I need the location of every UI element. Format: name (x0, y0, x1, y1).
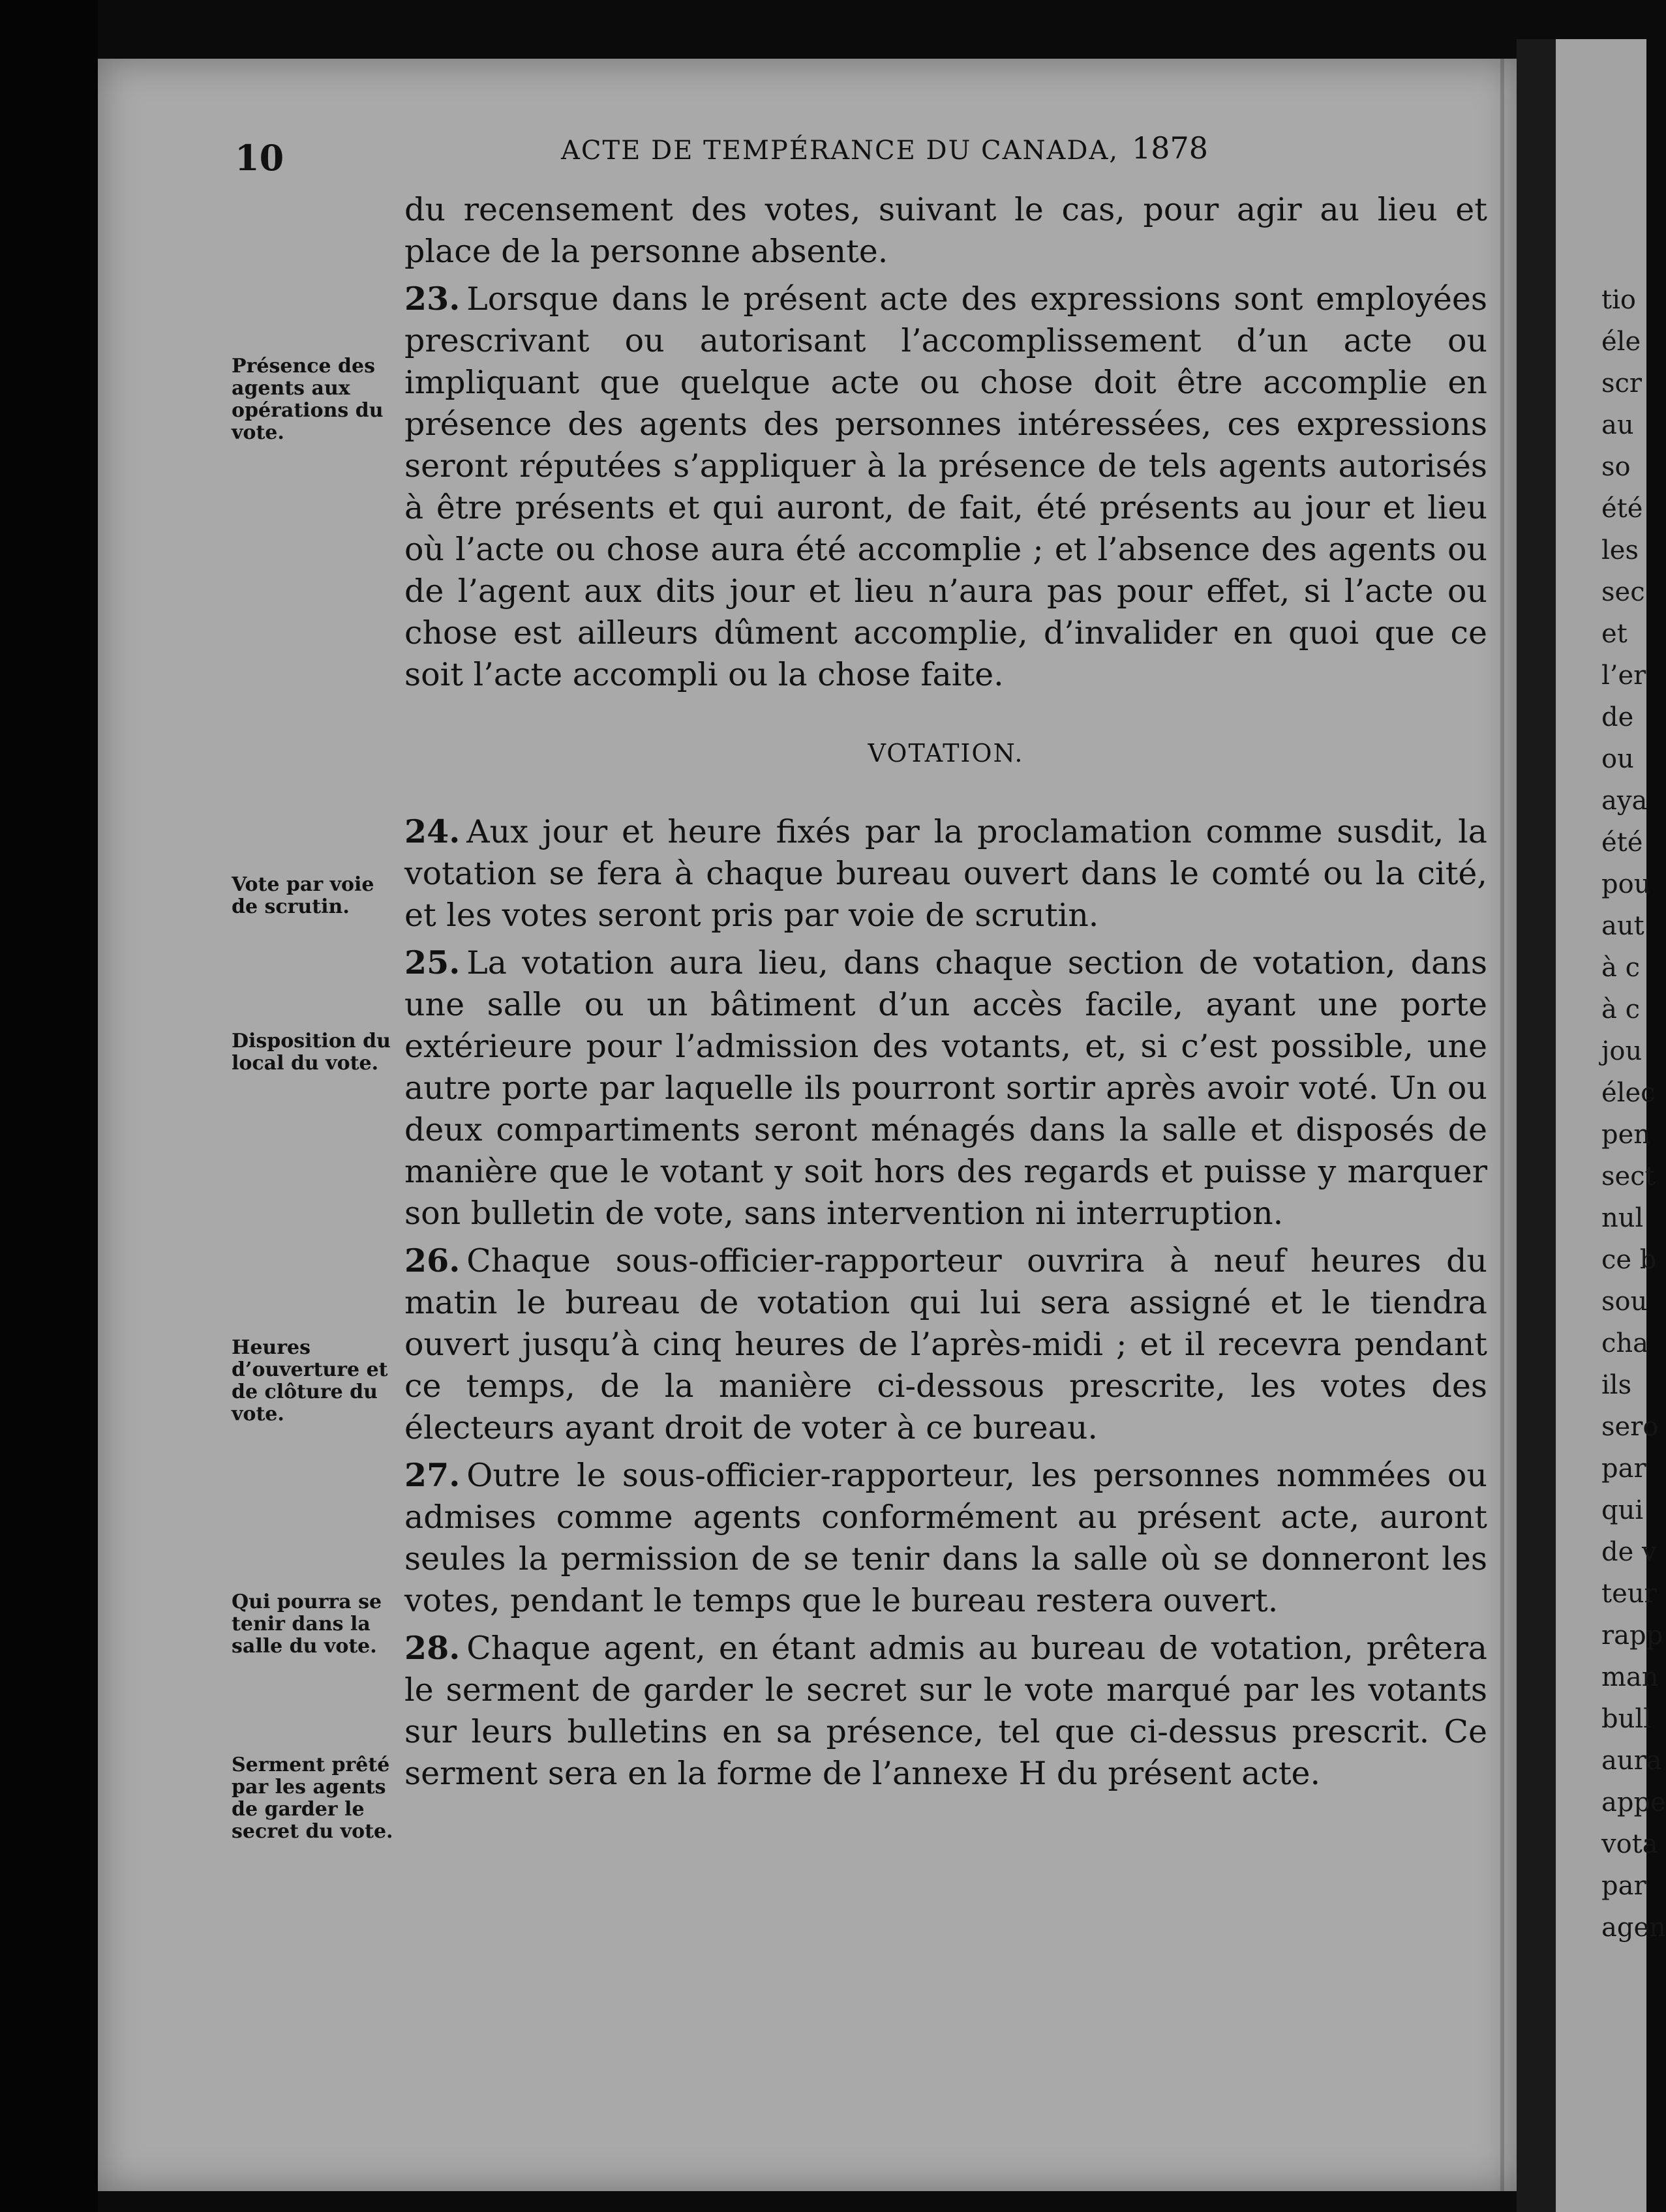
section-heading: VOTATION. (868, 739, 1024, 768)
section-number: 24. (404, 813, 461, 850)
section-23 (404, 278, 1487, 696)
adjacent-page-fragment: ils (1601, 1370, 1632, 1400)
adjacent-page-fragment: par (1601, 1454, 1646, 1484)
running-title-year: 1878 (1132, 130, 1209, 166)
adjacent-page-fragment: de v (1601, 1537, 1657, 1567)
page-number: 10 (235, 137, 284, 179)
adjacent-page-fragment: qui (1601, 1495, 1644, 1525)
section-text: Lorsque dans le présent acte des expressions sont employées prescrivant ou autorisant l’accomplissement d’un acte ou impliquant que quelque acte ou chose doit être accomplie en présence des agents des personnes intéressées, ces expressions seront réputées s’appliquer à la présence de tels agents autorisés à être présents et qui auront, de fait, été présents au jour et lieu où l’acte ou chose aura été accomplie ; et l’absence des agents ou de l’agent aux dits jour et lieu n’aura pas pour effet, si l’acte ou chose est ailleurs dûment accomplie, d’invalider en quoi que ce soit l’acte accompli ou la chose faite. (404, 280, 1487, 693)
adjacent-page-fragment: pen (1601, 1120, 1651, 1150)
adjacent-page-fragment: à c (1601, 994, 1640, 1024)
section-text: Outre le sous-officier-rapporteur, les personnes nommées ou admises comme agents conformément au présent acte, auront seules la permission de se tenir dans la salle où se donneront les votes, pendant le temps que le bureau restera ouvert. (404, 1457, 1487, 1619)
adjacent-page-fragment: man (1601, 1662, 1659, 1692)
adjacent-page-fragment: éle (1601, 327, 1641, 357)
adjacent-page-fragment: au (1601, 410, 1634, 440)
section-number: 28. (404, 1629, 461, 1667)
section-26 (404, 1240, 1487, 1449)
adjacent-page-fragment: l’er (1601, 661, 1646, 691)
adjacent-page-fragment: élec (1601, 1078, 1656, 1108)
margin-note-24: Vote par voie de scrutin. (232, 873, 374, 918)
adjacent-page-fragment: tio (1601, 285, 1636, 315)
section-24 (404, 811, 1487, 936)
paragraph-continuation: du recensement des votes, suivant le cas, pour agir au lieu et place de la personne absente. (404, 191, 1487, 270)
adjacent-page-fragment: rapp (1601, 1621, 1663, 1651)
adjacent-page-fragment: scr (1601, 368, 1643, 398)
margin-note-23: Présence des agents aux opérations du vote. (232, 355, 384, 444)
adjacent-page-fragment: pou (1601, 869, 1651, 899)
section-number: 23. (404, 280, 461, 318)
running-title: ACTE DE TEMPÉRANCE DU CANADA, (561, 136, 1119, 166)
adjacent-page-fragment: sou (1601, 1287, 1648, 1317)
section-text: La votation aura lieu, dans chaque section de votation, dans une salle ou un bâtiment d’un accès facile, ayant une porte extérieure pour l’admission des votants, et, si c’est possible, une autre porte par laquelle ils pourront sortir après avoir voté. Un ou deux compartiments seront ménagés dans la salle et disposés de manière que le votant y soit hors des regards et puisse y marquer son bulletin de vote, sans intervention ni interruption. (404, 944, 1487, 1232)
adjacent-page-fragment: ce b (1601, 1245, 1657, 1275)
adjacent-page-fragment: et (1601, 619, 1628, 649)
section-text: Chaque sous-officier-rapporteur ouvrira à neuf heures du matin le bureau de votation qui lui sera assigné et le tiendra ouvert jusqu’à cinq heures de l’après-midi ; et il recevra pendant ce temps, de la manière ci-dessous prescrite, les votes des électeurs ayant droit de voter à ce bureau. (404, 1242, 1487, 1446)
book-gutter (1517, 39, 1556, 2212)
adjacent-page-fragment: bull (1601, 1704, 1652, 1734)
adjacent-page-fragment: cha (1601, 1328, 1649, 1358)
adjacent-page-fragment: sec (1601, 577, 1645, 607)
section-number: 25. (404, 944, 461, 981)
adjacent-page-fragment: sect (1601, 1161, 1656, 1191)
adjacent-page-fragment: nul (1601, 1203, 1644, 1233)
adjacent-page-fragment: teur (1601, 1579, 1657, 1609)
margin-note-26: Heures d’ouverture et de clôture du vote. (232, 1336, 388, 1426)
adjacent-page-fragment: jou (1601, 1036, 1643, 1066)
section-number: 27. (404, 1456, 461, 1494)
adjacent-page-fragment: été (1601, 828, 1643, 858)
adjacent-page-fragment: appe (1601, 1787, 1666, 1817)
section-27 (404, 1454, 1487, 1622)
adjacent-page-fragment: ou (1601, 744, 1634, 774)
adjacent-page-fragment: les (1601, 535, 1639, 565)
adjacent-page-edge (1556, 39, 1666, 2212)
adjacent-page-fragment: aura (1601, 1746, 1662, 1776)
adjacent-page-fragment: vota (1601, 1829, 1658, 1859)
adjacent-page-fragment: par (1601, 1871, 1646, 1901)
adjacent-page-fragment: aut (1601, 911, 1644, 941)
page-fold-shadow (1500, 59, 1504, 2191)
adjacent-page-fragment: à c (1601, 953, 1640, 983)
adjacent-page-fragment: de (1601, 702, 1634, 732)
adjacent-page-fragment: sero (1601, 1412, 1659, 1442)
document-page (98, 59, 1517, 2191)
section-25 (404, 942, 1487, 1234)
section-number: 26. (404, 1242, 461, 1279)
section-text: Aux jour et heure fixés par la proclamation comme susdit, la votation se fera à chaque bureau ouvert dans le comté ou la cité, et les votes seront pris par voie de scrutin. (404, 813, 1487, 934)
adjacent-page-fragment: agen (1601, 1913, 1666, 1943)
adjacent-page-fragment: aya (1601, 786, 1648, 816)
section-28 (404, 1627, 1487, 1795)
adjacent-page-fragment: so (1601, 452, 1631, 482)
body-text (404, 189, 1487, 1800)
margin-note-27: Qui pourra se tenir dans la salle du vote. (232, 1591, 382, 1658)
scan-border-left (0, 0, 98, 2212)
margin-note-25: Disposition du local du vote. (232, 1030, 391, 1075)
adjacent-page-fragment: été (1601, 494, 1643, 524)
section-text: Chaque agent, en étant admis au bureau de votation, prêtera le serment de garder le secret sur le vote marqué par les votants sur leurs bulletins en sa présence, tel que ci-dessus prescrit. Ce serment sera en la forme de l’annexe H du présent acte. (404, 1630, 1487, 1792)
margin-note-28: Serment prêté par les agents de garder le secret du vote. (232, 1754, 393, 1843)
